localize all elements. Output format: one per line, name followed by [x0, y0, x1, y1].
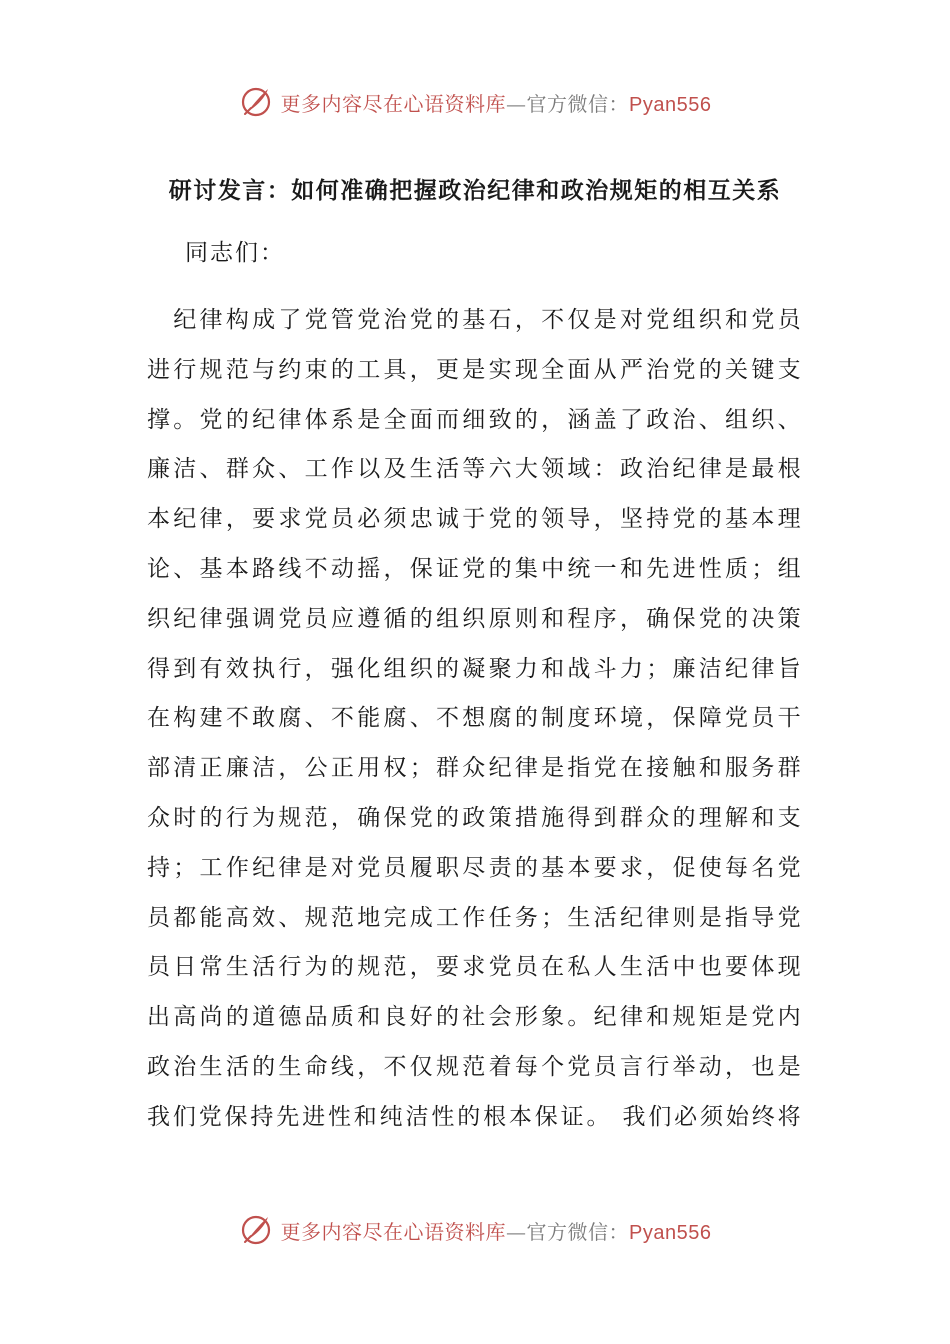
body-line: 纪律构成了党管党治党的基石，不仅是对党组织和党员	[147, 307, 803, 333]
body-line: 众时的行为规范，确保党的政策措施得到群众的理解和支	[147, 804, 803, 831]
watermark-main: 更多内容尽在心语资料库	[280, 91, 507, 116]
watermark-id: Pyan556	[629, 93, 712, 116]
body-paragraph	[147, 296, 803, 1143]
watermark-label: 官方微信：	[526, 91, 630, 116]
salutation: 同志们：	[185, 240, 285, 266]
body-line: 廉洁、群众、工作以及生活等六大领域：政治纪律是最根	[147, 456, 803, 483]
body-line: 员都能高效、规范地完成工作任务；生活纪律则是指导党	[147, 904, 803, 931]
body-line: 本纪律，要求党员必须忠诚于党的领导，坚持党的基本理	[147, 506, 803, 533]
watermark-label: 官方微信：	[526, 1219, 630, 1244]
body-line: 政治生活的生命线，不仅规范着每个党员言行举动，也是	[147, 1053, 803, 1080]
body-line: 出高尚的道德品质和良好的社会形象。纪律和规矩是党内	[147, 1004, 803, 1031]
quill-pen-seal-icon	[239, 85, 273, 119]
header-watermark	[0, 82, 950, 122]
body-line: 织纪律强调党员应遵循的组织原则和程序，确保党的决策	[147, 605, 803, 632]
footer-watermark	[0, 1210, 950, 1250]
document-title: 研讨发言：如何准确把握政治纪律和政治规矩的相互关系	[168, 177, 782, 204]
watermark-main: 更多内容尽在心语资料库	[280, 1219, 507, 1244]
watermark-text	[281, 1216, 712, 1245]
body-line: 撑。党的纪律体系是全面而细致的，涵盖了政治、组织、	[147, 406, 803, 433]
watermark-separator: —	[506, 1219, 527, 1244]
watermark-id: Pyan556	[629, 1221, 712, 1244]
quill-pen-seal-icon	[239, 1213, 273, 1247]
body-line: 进行规范与约束的工具，更是实现全面从严治党的关键支	[147, 356, 803, 383]
body-line: 部清正廉洁，公正用权；群众纪律是指党在接触和服务群	[147, 755, 803, 782]
watermark-text	[281, 88, 712, 117]
body-line: 持；工作纪律是对党员履职尽责的基本要求，促使每名党	[147, 854, 803, 881]
body-line: 得到有效执行，强化组织的凝聚力和战斗力；廉洁纪律旨	[147, 655, 803, 682]
watermark-separator: —	[506, 91, 527, 116]
body-line: 员日常生活行为的规范，要求党员在私人生活中也要体现	[147, 954, 803, 981]
body-line: 在构建不敢腐、不能腐、不想腐的制度环境，保障党员干	[147, 705, 803, 732]
body-line: 论、基本路线不动摇，保证党的集中统一和先进性质；组	[147, 555, 803, 582]
body-line: 我们党保持先进性和纯洁性的根本保证。 我们必须始终将	[147, 1103, 803, 1130]
